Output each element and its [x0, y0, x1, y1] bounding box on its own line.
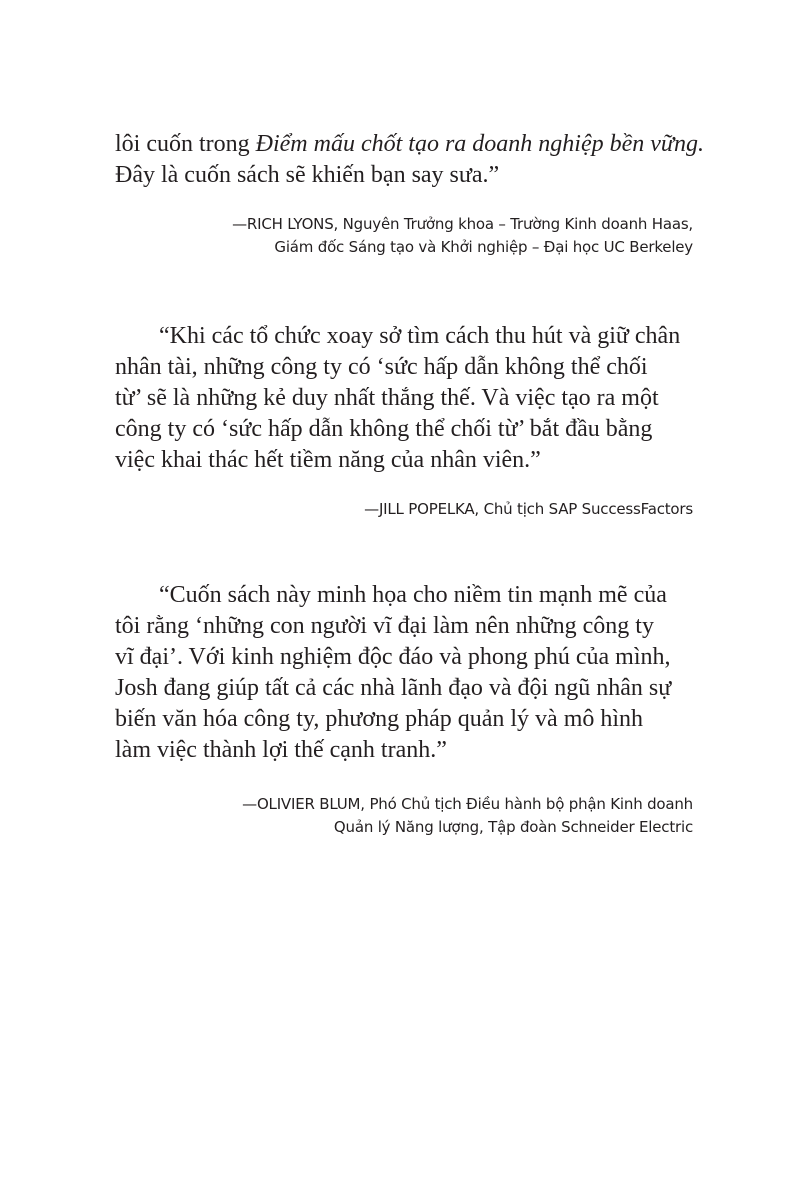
attribution-line: —JILL POPELKA, Chủ tịch SAP SuccessFactors: [364, 500, 693, 518]
quote-line: Josh đang giúp tất cả các nhà lãnh đạo và đội ngũ nhân sự: [115, 675, 672, 701]
quote-line: “Cuốn sách này minh họa cho niềm tin mạnh mẽ của: [159, 582, 667, 608]
quote-text: [115, 580, 693, 766]
quote-line: “Khi các tổ chức xoay sở tìm cách thu hút và giữ chân: [159, 323, 681, 349]
quote-line: vĩ đại’. Với kinh nghiệm độc đáo và phong phú của mình,: [115, 644, 671, 670]
quote-line: Đây là cuốn sách sẽ khiến bạn say sưa.”: [115, 162, 500, 188]
quote-line: từ’ sẽ là những kẻ duy nhất thắng thế. Và việc tạo ra một: [115, 385, 659, 411]
endorsement-attribution-3: [242, 793, 693, 839]
quote-text: [115, 129, 705, 191]
attribution-line: Quản lý Năng lượng, Tập đoàn Schneider Electric: [333, 818, 693, 836]
attribution-line: —OLIVIER BLUM, Phó Chủ tịch Điều hành bộ phận Kinh doanh: [242, 795, 693, 813]
quote-line: biến văn hóa công ty, phương pháp quản lý và mô hình: [115, 706, 644, 732]
quote-line: lôi cuốn trong Điểm mấu chốt tạo ra doanh nghiệp bền vững.: [115, 131, 705, 157]
quote-line: làm việc thành lợi thế cạnh tranh.”: [115, 737, 447, 763]
quote-line: việc khai thác hết tiềm năng của nhân viên.”: [115, 447, 541, 473]
attribution-line: —RICH LYONS, Nguyên Trưởng khoa – Trường Kinh doanh Haas,: [232, 215, 693, 233]
endorsement-quote-3: [115, 580, 693, 766]
endorsement-quote-2: [115, 321, 693, 476]
endorsement-attribution-2: [364, 498, 693, 521]
quote-line: nhân tài, những công ty có ‘sức hấp dẫn không thể chối: [115, 354, 648, 380]
book-page: [115, 0, 705, 1184]
attribution-line: Giám đốc Sáng tạo và Khởi nghiệp – Đại học UC Berkeley: [274, 238, 693, 256]
endorsement-quote-1: [115, 129, 705, 191]
endorsement-attribution-1: [232, 213, 693, 259]
quote-line: tôi rằng ‘những con người vĩ đại làm nên những công ty: [115, 613, 654, 639]
quote-text: [115, 321, 693, 476]
quote-line: công ty có ‘sức hấp dẫn không thể chối từ’ bắt đầu bằng: [115, 416, 653, 442]
book-title-italic: Điểm mấu chốt tạo ra doanh nghiệp bền vững.: [255, 131, 705, 157]
